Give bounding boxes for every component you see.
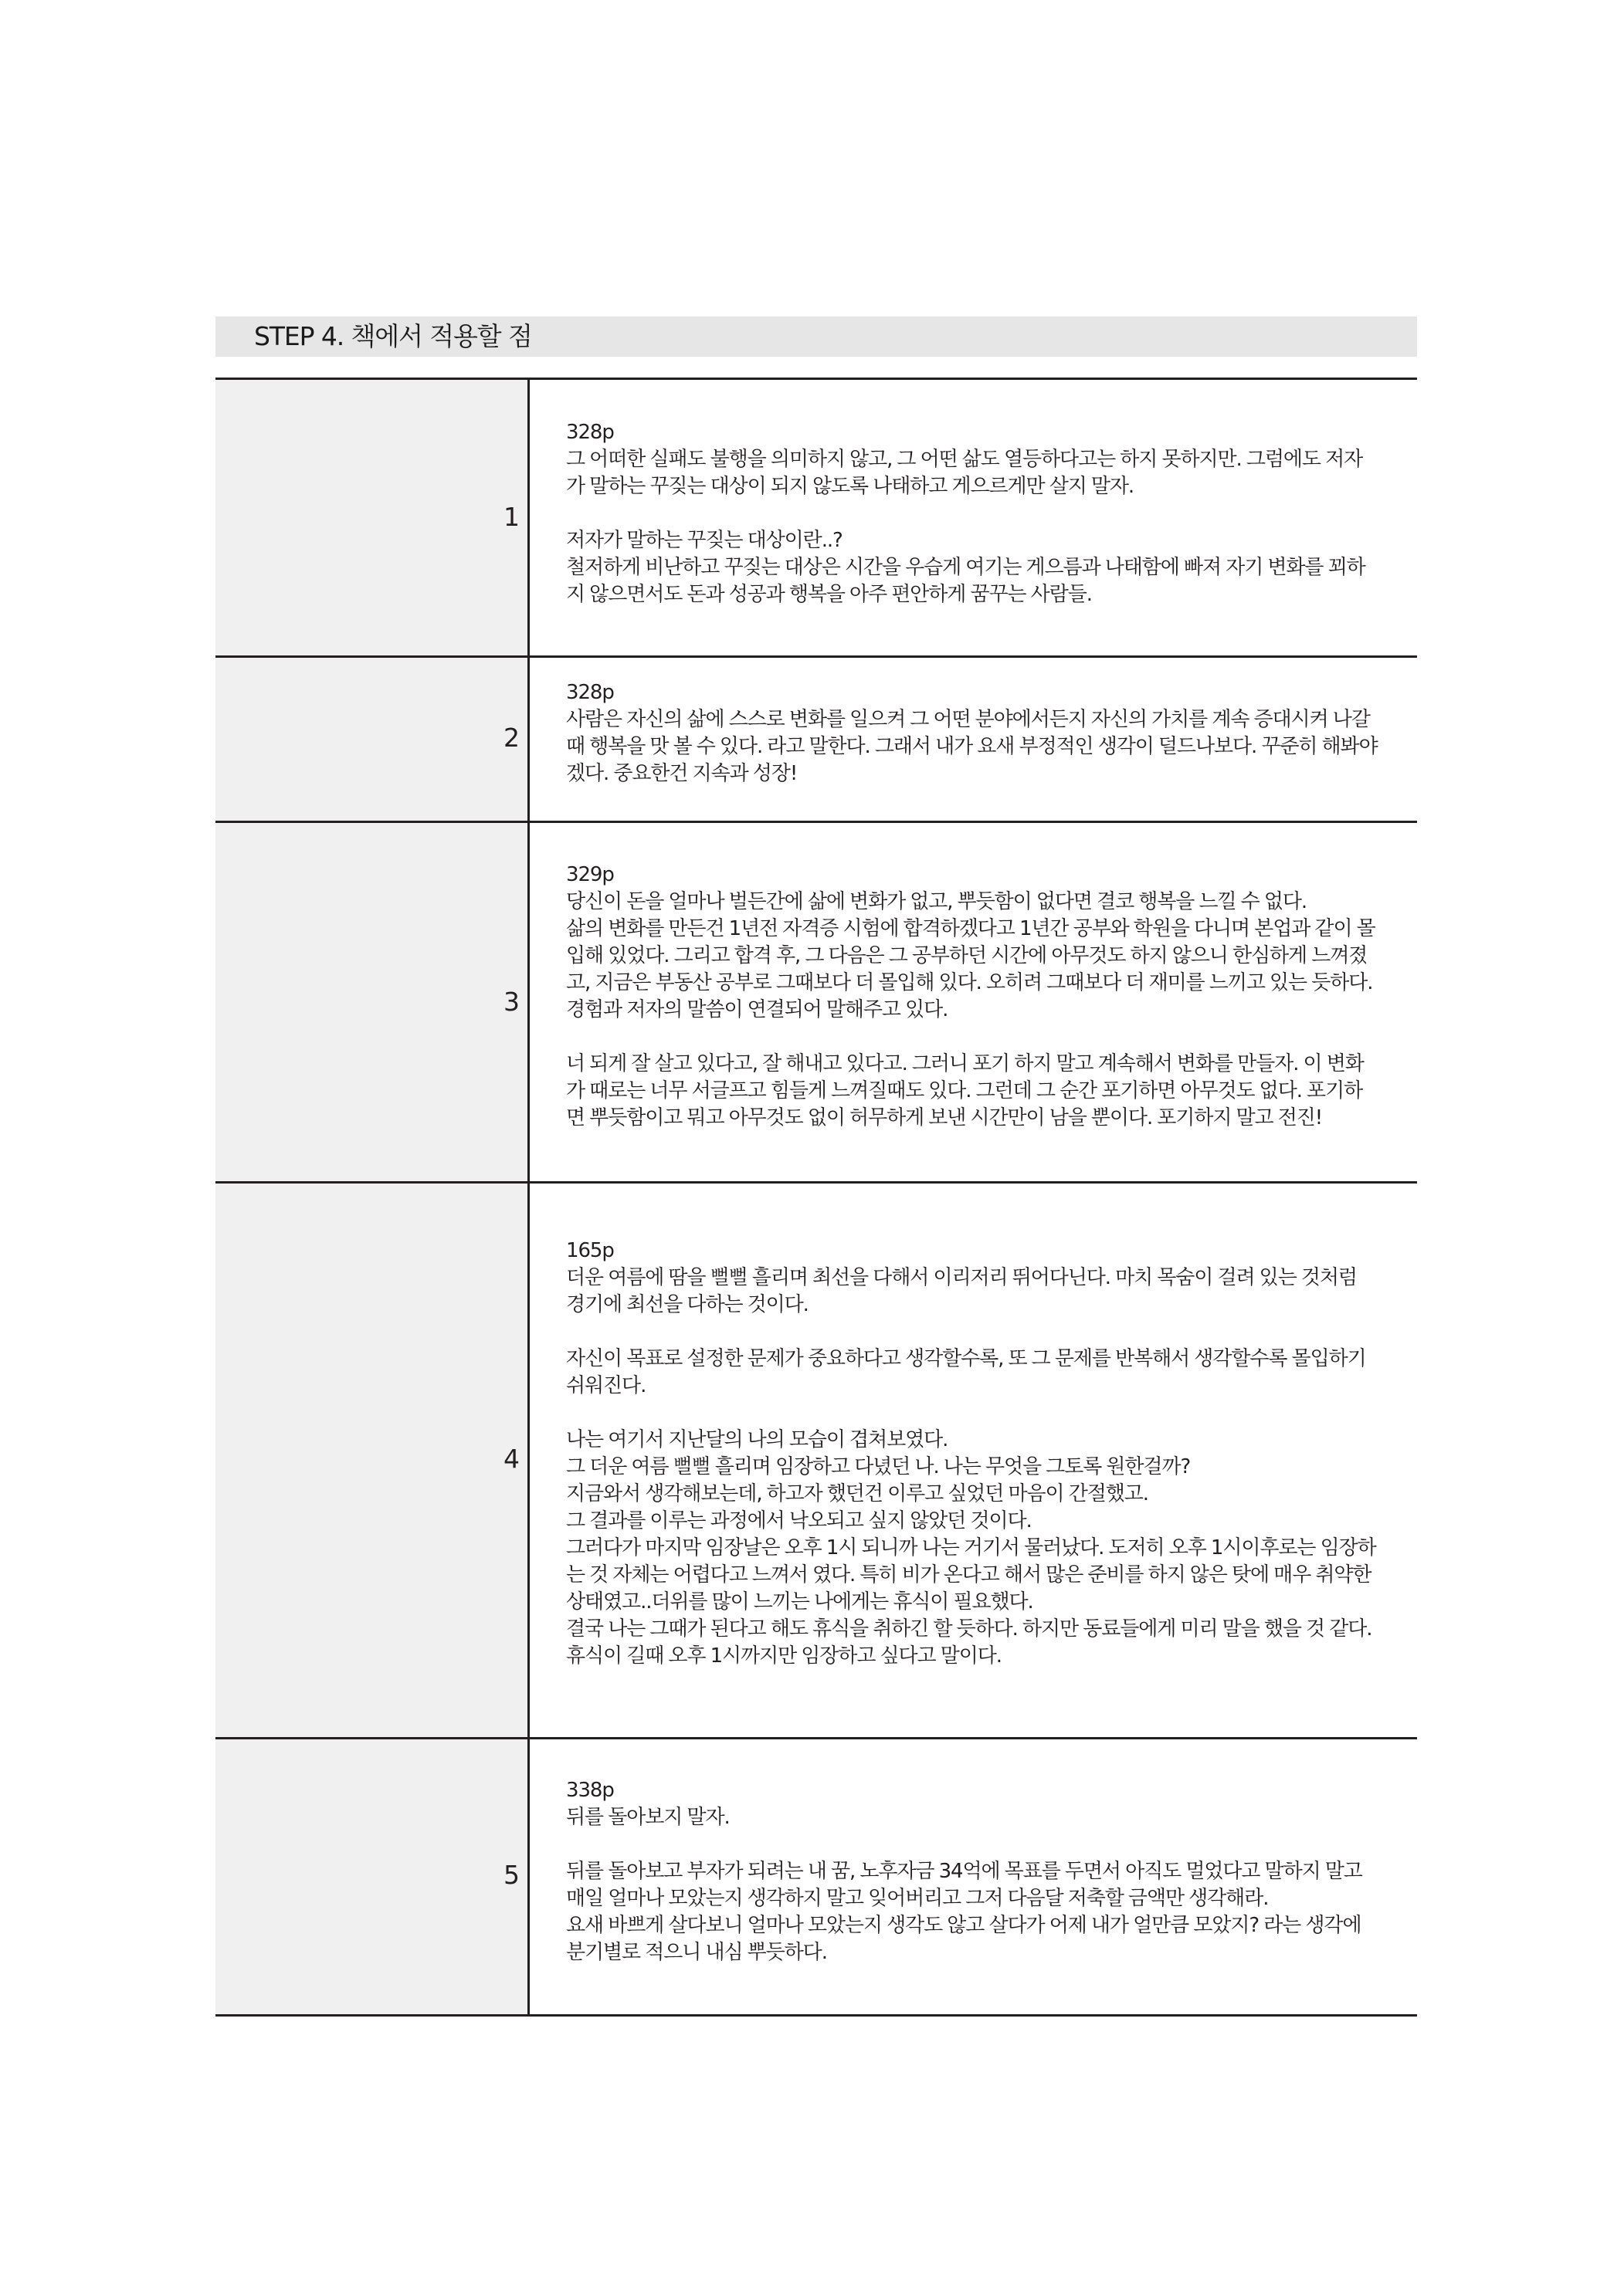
row-number-cell <box>215 823 529 1181</box>
text-line: 경기에 최선을 다하는 것이다. <box>566 1293 809 1316</box>
row-number: 5 <box>503 1860 520 1890</box>
text-line: 가 말하는 꾸짖는 대상이 되지 않도록 나태하고 게으르게만 살지 말자. <box>566 475 1134 498</box>
text-line: 더운 여름에 땀을 뻘뻘 흘리며 최선을 다해서 이리저리 뛰어다닌다. 마치 목숨이 걸려 있는 것처럼 <box>566 1266 1357 1289</box>
page-ref: 338p <box>566 1779 614 1802</box>
text-line: 결국 나는 그때가 된다고 해도 휴식을 취하긴 할 듯하다. 하지만 동료들에게 미리 말을 했을 것 같다. <box>566 1617 1372 1641</box>
text-line: 뒤를 돌아보고 부자가 되려는 내 꿈, 노후자금 34억에 목표를 두면서 아직도 멀었다고 말하지 말고 <box>566 1860 1362 1883</box>
row-number: 4 <box>503 1444 520 1474</box>
text-line: 는 것 자체는 어렵다고 느껴서 였다. 특히 비가 온다고 해서 많은 준비를 하지 않은 탓에 매우 취약한 <box>566 1563 1371 1587</box>
text-line: 사람은 자신의 삶에 스스로 변화를 일으켜 그 어떤 분야에서든지 자신의 가치를 계속 증대시켜 나갈 <box>566 708 1370 731</box>
column-divider <box>527 1739 530 2014</box>
page-ref: 329p <box>566 863 614 886</box>
text-line: 그러다가 마지막 임장날은 오후 1시 되니까 나는 거기서 물러났다. 도저히 오후 1시이후로는 임장하 <box>566 1536 1376 1559</box>
text-line: 철저하게 비난하고 꾸짖는 대상은 시간을 우습게 여기는 게으름과 나태함에 빠져 자기 변화를 꾀하 <box>566 556 1365 579</box>
column-divider <box>527 1184 530 1737</box>
row-content <box>566 1238 1406 1670</box>
row-content <box>566 1777 1406 1966</box>
row-number-cell <box>215 380 529 655</box>
row-content <box>566 679 1406 787</box>
title-bar <box>215 317 1417 357</box>
row-content <box>566 862 1406 1132</box>
row-number: 1 <box>503 502 520 532</box>
text-line: 고, 지금은 부동산 공부로 그때보다 더 몰입해 있다. 오히려 그때보다 더 재미를 느끼고 있는 듯하다. <box>566 971 1373 994</box>
text-line: 그 결과를 이루는 과정에서 낙오되고 싶지 않았던 것이다. <box>566 1509 1032 1532</box>
page-ref: 328p <box>566 421 614 444</box>
page-ref: 165p <box>566 1239 614 1262</box>
text-line: 가 때로는 너무 서글프고 힘들게 느껴질때도 있다. 그런데 그 순간 포기하면 아무것도 없다. 포기하 <box>566 1079 1363 1102</box>
text-line: 매일 얼마나 모았는지 생각하지 말고 잊어버리고 그저 다음달 저축할 금액만 생각해라. <box>566 1887 1269 1910</box>
row-number-cell <box>215 1739 529 2014</box>
text-line: 나는 여기서 지난달의 나의 모습이 겹쳐보였다. <box>566 1428 948 1451</box>
text-line: 면 뿌듯함이고 뭐고 아무것도 없이 허무하게 보낸 시간만이 남을 뿐이다. 포기하지 말고 전진! <box>566 1106 1323 1129</box>
text-line: 때 행복을 맛 볼 수 있다. 라고 말한다. 그래서 내가 요새 부정적인 생각이 덜드나보다. 꾸준히 해봐야 <box>566 735 1378 758</box>
text-line: 삶의 변화를 만든건 1년전 자격증 시험에 합격하겠다고 1년간 공부와 학원을 다니며 본업과 같이 몰 <box>566 917 1375 940</box>
column-divider <box>527 380 530 655</box>
text-line: 그 어떠한 실패도 불행을 의미하지 않고, 그 어떤 삶도 열등하다고는 하지 못하지만. 그럼에도 저자 <box>566 448 1363 471</box>
text-line: 요새 바쁘게 살다보니 얼마나 모았는지 생각도 않고 살다가 어제 내가 얼만큼 모았지? 라는 생각에 <box>566 1914 1361 1937</box>
row-number: 3 <box>503 987 520 1017</box>
text-line: 자신이 목표로 설정한 문제가 중요하다고 생각할수록, 또 그 문제를 반복해서 생각할수록 몰입하기 <box>566 1347 1366 1370</box>
text-line: 저자가 말하는 꾸짖는 대상이란..? <box>566 529 843 552</box>
text-line: 그 더운 여름 뻘뻘 흘리며 임장하고 다녔던 나. 나는 무엇을 그토록 원한걸까? <box>566 1455 1191 1478</box>
text-line: 입해 있었다. 그리고 합격 후, 그 다음은 그 공부하던 시간에 아무것도 하지 않으니 한심하게 느껴졌 <box>566 944 1368 967</box>
text-line: 지 않으면서도 돈과 성공과 행복을 아주 편안하게 꿈꾸는 사람들. <box>566 583 1092 606</box>
page-ref: 328p <box>566 681 614 704</box>
column-divider <box>527 658 530 821</box>
row-number: 2 <box>503 723 520 753</box>
text-line: 겠다. 중요한건 지속과 성장! <box>566 762 798 785</box>
text-line: 상태였고..더위를 많이 느끼는 나에게는 휴식이 필요했다. <box>566 1590 1033 1614</box>
column-divider <box>527 823 530 1181</box>
page-title: STEP 4. 책에서 적용할 점 <box>254 321 532 351</box>
row-number-cell <box>215 658 529 821</box>
text-line: 뒤를 돌아보지 말자. <box>566 1806 730 1829</box>
text-line: 휴식이 길때 오후 1시까지만 임장하고 싶다고 말이다. <box>566 1644 1002 1668</box>
row-content <box>566 419 1406 608</box>
text-line: 당신이 돈을 얼마나 벌든간에 삶에 변화가 없고, 뿌듯함이 없다면 결코 행복을 느낄 수 없다. <box>566 890 1307 913</box>
text-line: 분기별로 적으니 내심 뿌듯하다. <box>566 1941 827 1964</box>
text-line: 지금와서 생각해보는데, 하고자 했던건 이루고 싶었던 마음이 간절했고. <box>566 1482 1148 1505</box>
text-line: 쉬워진다. <box>566 1374 646 1397</box>
text-line: 너 되게 잘 살고 있다고, 잘 해내고 있다고. 그러니 포기 하지 말고 계속해서 변화를 만들자. 이 변화 <box>566 1052 1364 1075</box>
text-line: 경험과 저자의 말씀이 연결되어 말해주고 있다. <box>566 998 948 1021</box>
row-number-cell <box>215 1184 529 1737</box>
table-rule <box>215 2014 1417 2017</box>
